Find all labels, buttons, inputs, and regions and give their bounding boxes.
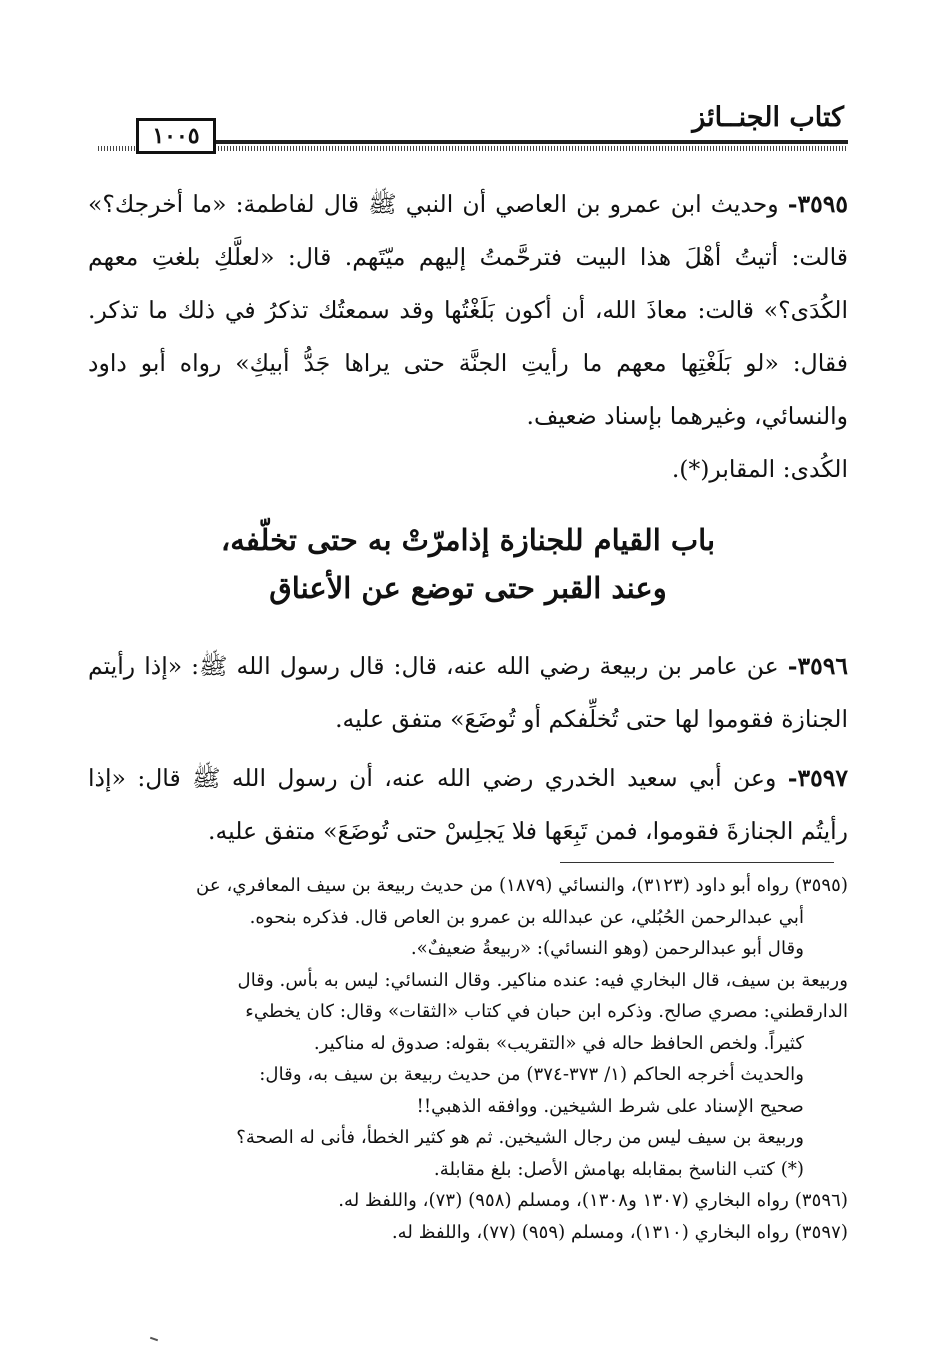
footnote-3595-line-2: أبي عبدالرحمن الحُبُلي، عن عبدالله بن عمرو بن العاص قال. فذكره بنحوه. [249, 906, 804, 928]
footnote-separator [560, 862, 834, 863]
hadith-text: وحديث ابن عمرو بن العاصي أن النبي ﷺ قال لفاطمة: «ما أخرجك؟» قالت: أتيتُ أهْلَ هذا البيت فترحَّمتُ إليهم ميّتَهم. قال: «لعلَّكِ بلغتِ معهم الكُدَى؟» قالت: معاذَ الله، أن أكون بَلَغْتُها وقد سمعتُك تذكرُ في ذلك ما تذكر. فقال: «لو بَلَغْتِها معهم ما رأيتِ الجنَّة حتى يراها جَدُّ أبيكِ» رواه أبو داود والنسائي، وغيرهما بإسناد ضعيف. [88, 190, 848, 430]
hadith-number: ٣٥٩٦- [787, 652, 848, 680]
footnote-3595-line-7: والحديث أخرجه الحاكم (١/ ٣٧٣-٣٧٤) من حديث ربيعة بن سيف به، وقال: [259, 1064, 804, 1085]
chapter-title [88, 516, 848, 612]
hadith-text: وعن أبي سعيد الخدري رضي الله عنه، أن رسول الله ﷺ قال: «إذا رأيتُم الجنازةَ فقوموا، فمن تَبِعَها فلا يَجلِسْ حتى تُوضَعَ» متفق عليه. [88, 764, 848, 845]
footnote-3595-line-4: وربيعة بن سيف، قال البخاري فيه: عنده مناكير. وقال النسائي: ليس به بأس. وقال [237, 969, 848, 991]
footnotes [88, 870, 848, 1248]
footnote-3595-line-5: الدارقطني: مصري صالح. وذكره ابن حبان في كتاب «الثقات» وقال: كان يخطيء [245, 1001, 848, 1022]
gloss-kuda: الكُدى: المقابر(*). [671, 455, 848, 483]
hadith-text: عن عامر بن ربيعة رضي الله عنه، قال: قال رسول الله ﷺ: «إذا رأيتم الجنازة فقوموا لها حتى تُخلِّفكم أو تُوضَعَ» متفق عليه. [88, 652, 848, 733]
footnote-3595-line-1: (٣٥٩٥) رواه أبو داود (٣١٢٣)، والنسائي (١٨٧٩) من حديث ربيعة بن سيف المعافري، عن [196, 875, 848, 896]
chapter-title-line-1: باب القيام للجنازة إذامرّتْ به حتى تخلّفه، [220, 523, 716, 557]
hadith-3597-paragraph [88, 752, 848, 858]
chapter-title-line-2: وعند القبر حتى توضع عن الأعناق [269, 571, 667, 605]
book-title: كتاب الجنــائز [692, 102, 844, 133]
stray-mark [150, 1337, 158, 1342]
footnote-3596: (٣٥٩٦) رواه البخاري (١٣٠٧ و١٣٠٨)، ومسلم (٩٥٨) (٧٣)، واللفظ له. [338, 1190, 848, 1211]
header-rule [198, 140, 848, 144]
footnote-3595-line-8: صحيح الإسناد على شرط الشيخين. ووافقه الذهبي!! [416, 1095, 804, 1117]
hadith-number: ٣٥٩٥- [787, 190, 848, 218]
hadith-3596 [88, 640, 848, 746]
hadith-3595-paragraph [88, 178, 848, 443]
page-header [88, 100, 848, 158]
footnote-3597: (٣٥٩٧) رواه البخاري (١٣١٠)، ومسلم (٩٥٩) (٧٧)، واللفظ له. [391, 1221, 848, 1243]
footnote-3595-line-3: وقال أبو عبدالرحمن (وهو النسائي): «ربيعةُ ضعيفٌ». [410, 938, 804, 959]
hadith-3597 [88, 752, 848, 858]
footnote-3595-line-6: كثيراً. ولخص الحافظ حاله في «التقريب» بقوله: صدوق له مناكير. [313, 1032, 804, 1054]
footnote-star: (*) كتب الناسخ بمقابله بهامش الأصل: بلغ مقابلة. [433, 1158, 804, 1180]
hadith-number: ٣٥٩٧- [787, 764, 848, 792]
hadith-3595 [88, 178, 848, 496]
hadith-3596-paragraph [88, 640, 848, 746]
footnote-3595-line-9: وربيعة بن سيف ليس من رجال الشيخين. ثم هو كثير الخطأ، فأنى له الصحة؟ [236, 1127, 804, 1148]
page-number: ١٠٠٥ [136, 118, 216, 154]
